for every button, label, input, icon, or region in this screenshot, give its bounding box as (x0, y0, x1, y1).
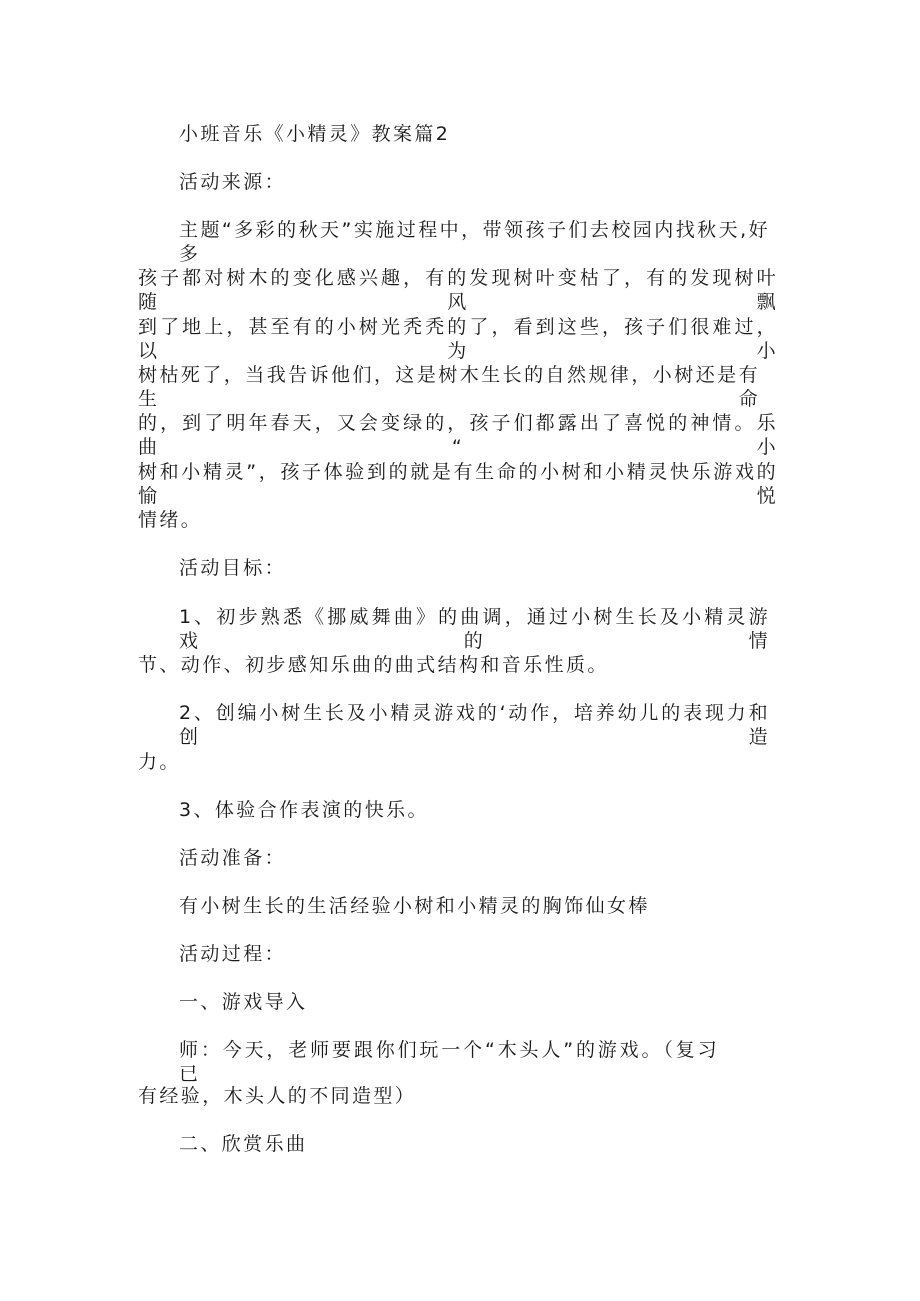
heading-activity-preparation: 活动准备： (179, 847, 287, 869)
heading-activity-goals: 活动目标： (179, 557, 287, 579)
goal-item-3: 3、体验合作表演的快乐。 (179, 799, 429, 821)
paragraph-line: 树和小精灵”，孩子体验到的就是有生命的小树和小精灵快乐游戏的愉悦 (138, 461, 778, 507)
document-title: 小班音乐《小精灵》教案篇2 (179, 123, 451, 145)
step-2-heading: 二、欣赏乐曲 (179, 1133, 308, 1155)
goal-item-1-line: 节、动作、初步感知乐曲的曲式结构和音乐性质。 (138, 654, 609, 676)
paragraph-line: 到了地上，甚至有的小树光秃秃的了，看到这些，孩子们很难过，以为小 (138, 316, 778, 362)
goal-item-2-line: 2、创编小树生长及小精灵游戏的‘动作，培养幼儿的表现力和创造 (179, 702, 770, 748)
goal-item-1-line: 1、初步熟悉《挪威舞曲》的曲调，通过小树生长及小精灵游戏的情 (179, 606, 770, 652)
step-1-heading: 一、游戏导入 (179, 991, 308, 1013)
preparation-text: 有小树生长的生活经验小树和小精灵的胸饰仙女棒 (179, 895, 650, 917)
step-1-line: 师：今天，老师要跟你们玩一个“木头人”的游戏。（复习已 (179, 1039, 719, 1085)
paragraph-line: 的，到了明年春天，又会变绿的，孩子们都露出了喜悦的神情。乐曲“小 (138, 412, 778, 458)
paragraph-line: 情绪。 (138, 509, 203, 531)
heading-activity-process: 活动过程： (179, 943, 287, 965)
paragraph-line: 孩子都对树木的变化感兴趣，有的发现树叶变枯了，有的发现树叶随风飘 (138, 267, 778, 313)
goal-item-2-line: 力。 (138, 751, 181, 773)
step-1-line: 有经验，木头人的不同造型） (138, 1085, 417, 1107)
heading-activity-source: 活动来源： (179, 171, 287, 193)
paragraph-line: 树枯死了，当我告诉他们，这是树木生长的自然规律，小树还是有生命 (138, 364, 760, 410)
paragraph-line: 主题“多彩的秋天”实施过程中，带领孩子们去校园内找秋天,好多 (179, 219, 770, 265)
